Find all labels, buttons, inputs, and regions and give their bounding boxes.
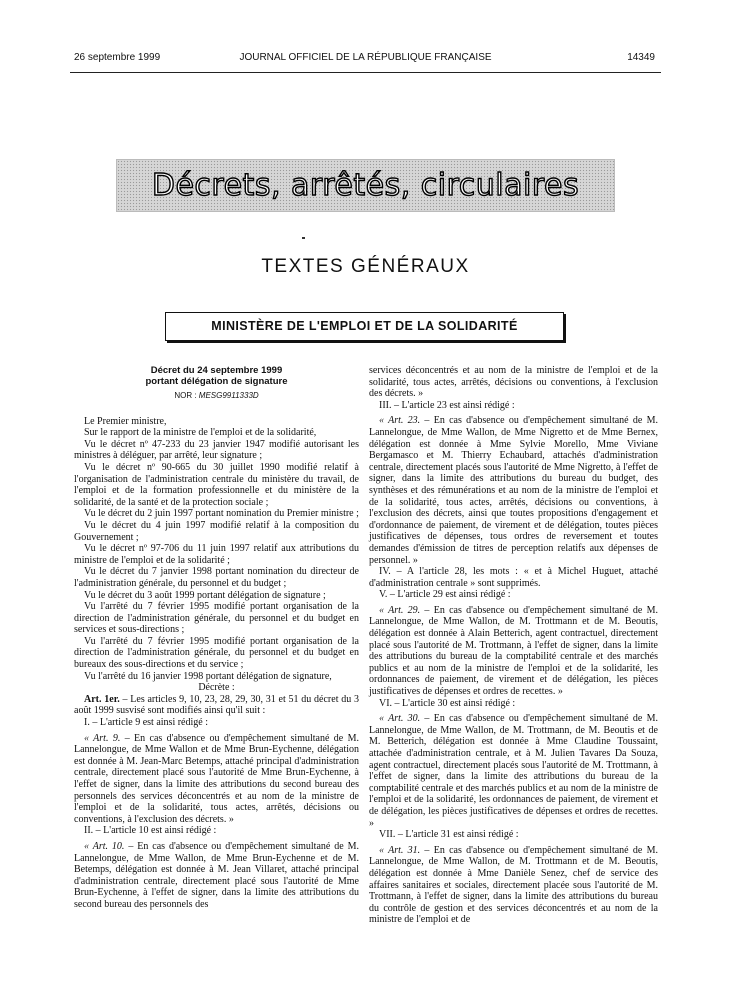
amendment-iii: III. – L'article 23 est ainsi rédigé : xyxy=(379,399,515,411)
amendment-i: I. – L'article 9 est ainsi rédigé : xyxy=(84,717,208,729)
article-1 xyxy=(74,694,359,717)
article-30-text: – En cas d'absence ou d'empêchement simultané de M. Lannelongue, de Mme Wallon, de M. Trottmann, de M. Beoutis et de M. Betterich, délégation est donnée à Mme Claudine Toussaint, attachée d'administration centrale, et à M. Julien Tavares Da Souza, agent contractuel, directement placés sous l'autorité de M. Trottmann, à l'effet de signer, dans la limite des attributions du bureau de la comptabilité centrale et des marchés publics et au nom de la ministre de l'emploi et de la solidarité, les ordonnances de paiement, de virement et de délégation, les pièces justificatives de dépenses et ordres de recettes. » xyxy=(369,713,658,829)
article-9-text: – En cas d'absence ou d'empêchement simultané de M. Lannelongue, de Mme Wallon et de Mme Brun-Eychenne, délégation est donnée à M. Jean-Marc Betemps, attaché principal d'administration centrale, directement placé sous l'autorité de Mme Brun-Eychenne, à l'effet de signer, dans la limite des attributions du second bureau des personnels des services déconcentrés et au nom de la ministre de l'emploi et de la solidarité, tous actes, arrêtés, décisions ou conventions, à l'exclusion des décrets. » xyxy=(74,732,359,825)
article-23-text: – En cas d'absence ou d'empêchement simultané de M. Lannelongue, de Mme Wallon, de Mme Nigretto et de Mme Bernex, délégation est donnée à Mme Sylvie Morello, Mme Viviane Bergamasco et M. Thierry Echaubard, attachés d'administration centrale, directement placés sous l'autorité de Mme Nigretto, à l'effet de signer, dans la limite des attributions du bureau du budget, des synthèses et des rémunérations et au nom de la ministre de l'emploi et de la solidarité, tous actes, arrêtés, décisions ou conventions, à l'exclusion des décrets, ainsi que toutes propositions d'engagement et d'ordonnance de paiement, de virement et de délégation, toutes pièces justificatives de dépenses, tous ordres de reversement et toutes demandes d'émission de titres de perception relatifs aux dépenses de personnel. » xyxy=(369,415,658,566)
considerant: Vu le décret nº 47-233 du 23 janvier 1947 modifié autorisant les ministres à déléguer, par arrêté, leur signature ; xyxy=(74,438,359,462)
considerant: Vu l'arrêté du 16 janvier 1998 portant délégation de signature, xyxy=(84,670,332,682)
header-rule xyxy=(70,72,661,73)
article-10-continued: services déconcentrés et au nom de la ministre de l'emploi et de la solidarité, tous actes, arrêtés, décisions ou conventions, à l'exclusion des décrets. » xyxy=(369,365,658,400)
divider-mark xyxy=(302,237,305,239)
considerant: Sur le rapport de la ministre de l'emploi et de la solidarité, xyxy=(84,427,317,439)
amendment-vi: VI. – L'article 30 est ainsi rédigé : xyxy=(379,697,516,709)
nor-reference xyxy=(74,390,359,402)
nor-code: MESG9911333D xyxy=(198,391,259,400)
considerant: Vu le décret du 2 juin 1997 portant nomination du Premier ministre ; xyxy=(84,508,359,520)
decree-intro: Le Premier ministre, xyxy=(84,415,167,427)
article-31-label: « Art. 31. xyxy=(379,844,421,856)
considerant: Vu le décret du 7 janvier 1998 portant nomination du directeur de l'administration générale, du personnel et du budget ; xyxy=(74,566,359,589)
article-29-text: – En cas d'absence ou d'empêchement simultané de M. Lannelongue, de Mme Wallon, de M. Trottmann et de M. Beoutis, délégation est donnée à Alain Betterich, agent contractuel, directement placé sous l'autorité de M. Trottmann, à l'effet de signer, dans la limite des attributions du bureau de la comptabilité centrale et des marchés publics et au nom de la ministre de l'emploi et de la solidarité, les ordonnances de paiement, de virement et de délégation, les pièces justificatives de dépenses et ordres de recettes. » xyxy=(369,604,658,698)
considerant: Vu l'arrêté du 7 février 1995 modifié portant organisation de la direction de l'administration générale, du personnel et du budget en services et sous-directions ; xyxy=(74,601,359,636)
article-31 xyxy=(369,845,658,926)
left-column xyxy=(74,365,359,911)
article-10-text: – En cas d'absence ou d'empêchement simultané de M. Lannelongue, de Mme Wallon, de Mme Brun-Eychenne et de M. Betemps, délégation est donnée à M. Jean Villaret, attaché principal d'administration centrale, directement placé sous l'autorité de Mme Brun-Eychenne, à l'effet de signer, dans la limite des attributions du second bureau des personnels des xyxy=(74,840,359,910)
article-31-text: – En cas d'absence ou d'empêchement simultané de M. Lannelongue, de Mme Wallon, de M. Trottmann et de M. Beoutis, délégation est donnée à Mme Danièle Senez, chef de service des affaires sanitaires et sociales, directement placée sous l'autorité de M. Trottmann, à l'effet de signer, dans la limite des attributions du bureau du contrôle de gestion et des services déconcentrés et au nom de la ministre de l'emploi et de xyxy=(369,844,658,926)
header-page-number: 14349 xyxy=(627,52,655,63)
amendment-iv: IV. – A l'article 28, les mots : « et à Michel Huguet, attaché d'administration centrale » sont supprimés. xyxy=(369,566,658,589)
amendment-vii: VII. – L'article 31 est ainsi rédigé : xyxy=(379,829,519,841)
banner-title: Décrets, arrêtés, circulaires xyxy=(151,168,580,203)
section-title: TEXTES GÉNÉRAUX xyxy=(261,256,470,277)
right-column xyxy=(369,365,658,926)
article-10 xyxy=(74,841,359,911)
considerant: Vu le décret du 4 juin 1997 modifié relatif à la composition du Gouvernement ; xyxy=(74,519,359,543)
article-30 xyxy=(369,713,658,829)
article-29 xyxy=(369,605,658,698)
article-1-text: – Les articles 9, 10, 23, 28, 29, 30, 31 et 51 du décret du 3 août 1999 susvisé sont modifiés ainsi qu'il suit : xyxy=(74,693,360,717)
considerant: Vu le décret du 3 août 1999 portant délégation de signature ; xyxy=(84,589,326,601)
section-banner xyxy=(116,159,615,212)
considerant: Vu le décret nº 97-706 du 11 juin 1997 relatif aux attributions du ministre de l'emploi et de la solidarité ; xyxy=(74,543,359,566)
header-journal-title: JOURNAL OFFICIEL DE LA RÉPUBLIQUE FRANÇAISE xyxy=(239,52,492,63)
decree-title-line2: portant délégation de signature xyxy=(145,376,288,387)
decrete-heading: Décrète : xyxy=(198,682,235,694)
article-30-label: « Art. 30. xyxy=(379,713,421,725)
article-9-label: « Art. 9. xyxy=(84,732,121,744)
article-23 xyxy=(369,415,658,566)
amendment-v: V. – L'article 29 est ainsi rédigé : xyxy=(379,589,511,601)
amendment-ii: II. – L'article 10 est ainsi rédigé : xyxy=(84,825,217,837)
article-9 xyxy=(74,733,359,826)
article-23-label: « Art. 23. xyxy=(379,415,421,427)
nor-label: NOR : xyxy=(174,391,199,400)
decree-title-line1: Décret du 24 septembre 1999 xyxy=(150,365,283,376)
considerant: Vu l'arrêté du 7 février 1995 modifié portant organisation de la direction de l'administration générale, du personnel et du budget en bureaux des sous-directions et du service ; xyxy=(74,635,359,671)
article-29-label: « Art. 29. xyxy=(379,604,421,616)
ministry-heading: MINISTÈRE DE L'EMPLOI ET DE LA SOLIDARITÉ xyxy=(165,312,564,341)
article-10-label: « Art. 10. xyxy=(84,840,125,852)
header-date: 26 septembre 1999 xyxy=(74,52,161,63)
article-1-label: Art. 1er. xyxy=(84,693,120,705)
considerant: Vu le décret nº 90-665 du 30 juillet 1990 modifié relatif à l'organisation de l'administration centrale du ministère du travail, de l'emploi et de la formation professionnelle et du ministère de la solidarité, de la santé et de la protection sociale ; xyxy=(74,461,359,508)
